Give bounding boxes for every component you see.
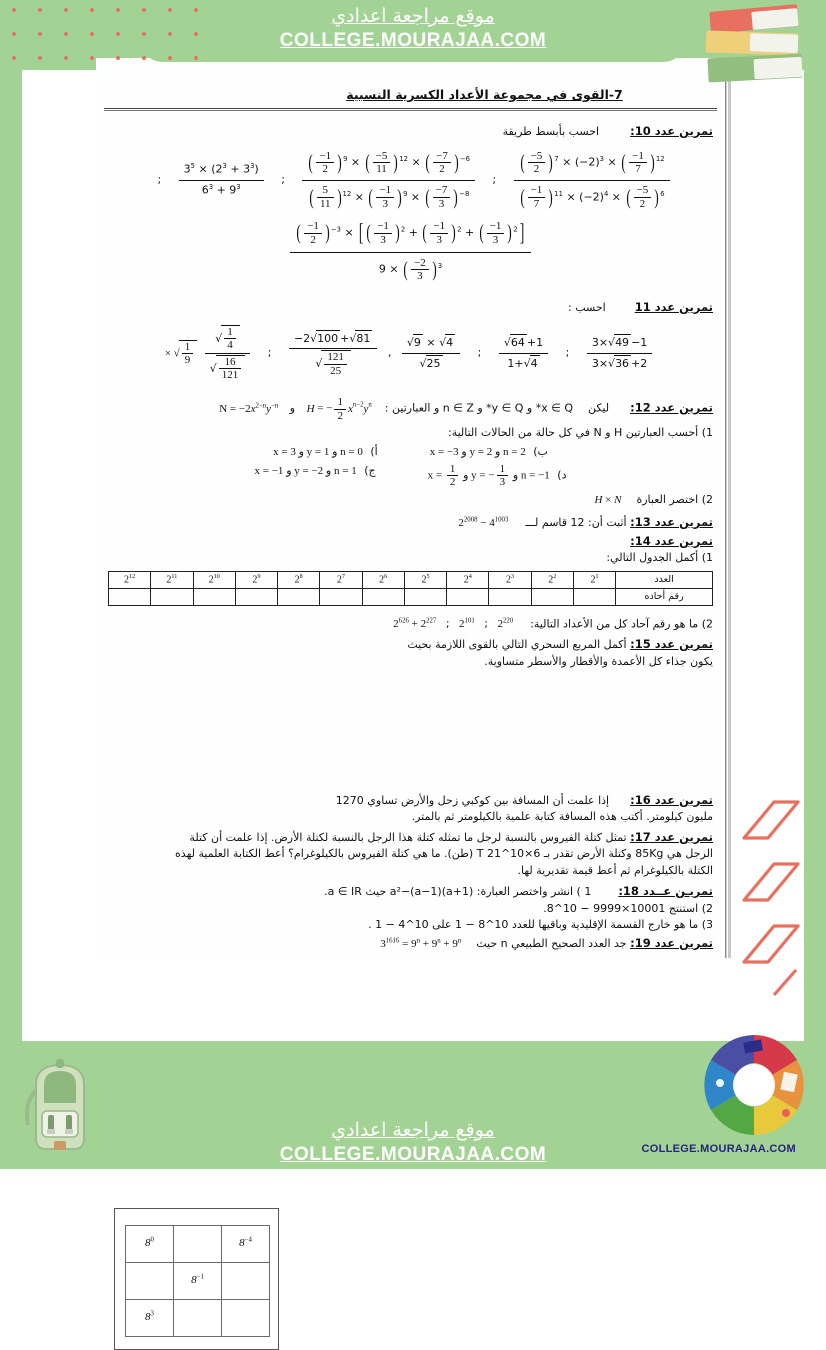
- magic-row: [126, 1299, 270, 1336]
- exercise-17-line-3: الكتلة بالكيلوغرام ثم أعط قيمة تقديرية لها.: [517, 863, 713, 877]
- table-row-numbers: [109, 571, 713, 588]
- table-cell-power: $2^7$: [320, 571, 362, 588]
- site-brand-arabic: موقع مراجعة اعدادي: [331, 5, 495, 27]
- exercise-11-header-line: [96, 299, 725, 317]
- footer-mini-logo-text: COLLEGE.MOURAJAA.COM: [641, 1143, 796, 1155]
- exercise-12-case-c: ج) x = −1 و y = −2 و n = 1: [254, 464, 376, 477]
- exercise-10-head: تمرين عدد 10:: [630, 123, 713, 138]
- expr-sep: ;: [565, 346, 570, 359]
- expr-sep: ;: [267, 346, 272, 359]
- expr-sep: ;: [492, 172, 497, 186]
- table-cell-answer[interactable]: [278, 588, 320, 605]
- exercise-18-head: تمريـن عــدد 18:: [618, 884, 713, 899]
- title-rule-2: [104, 110, 717, 111]
- exercise-11-prompt: احسب :: [568, 300, 606, 314]
- table-cell-power: $2^6$: [362, 571, 404, 588]
- expr-11-5: √ $\frac{1}{4}$ √ $\frac{16}{121}$: [205, 324, 251, 382]
- exercise-10-header-line: [96, 123, 725, 141]
- table-row-label-units: رقم أحاده: [616, 588, 713, 605]
- expr-10-2: ( $\frac{-1}{2}$ )$^9$ × ( $\frac{-5}{11}$ )$^{12}$ × ( $\frac{-7}{2}$ )$^{-6}$ ( $\frac{5}{11}$ )$^{12}$ × ( $\frac{-1}{3}$ )$^9$ × ( $\frac{-7}{3}$ )$^{-8}$: [302, 146, 474, 214]
- exercise-12-cases-row-1: [96, 444, 725, 461]
- ex14-num-3: $2^{626} + 2^{227}$: [393, 617, 437, 630]
- table-cell-answer[interactable]: [362, 588, 404, 605]
- exercise-17-head: تمرين عدد 17:: [630, 829, 713, 844]
- exercise-12-header-line: تمرين عدد 12: ليكن x ∈ Q* و y ∈ Q* و n ∈ Z و العبارتين : H = − $\frac{1}{2}$ $x^{n-2}y^n$ و $N = -2x^{2-n}y^{-n}$: [219, 396, 713, 422]
- table-cell-power: $2^2$: [531, 571, 573, 588]
- chevron-decoration: [736, 790, 806, 1005]
- exercise-19-head: تمرين عدد 19:: [630, 935, 713, 950]
- exercise-12-cases-row-2: [96, 463, 725, 489]
- magic-square: [125, 1225, 270, 1337]
- exercise-16-line-1: تمرين عدد 16: إذا علمت أن المسافة بين كوكبي زحل والأرض تساوي 1270: [335, 792, 713, 807]
- backpack-icon: [16, 1055, 104, 1159]
- table-cell-power: $2^{10}$: [193, 571, 235, 588]
- magic-square-container: [114, 1208, 279, 1350]
- table-row-units-digit: [109, 588, 713, 605]
- exercise-13-line: [96, 514, 725, 532]
- magic-cell[interactable]: $8^3$: [126, 1299, 174, 1336]
- table-cell-power: $2^8$: [278, 571, 320, 588]
- table-cell-power: $2^9$: [235, 571, 277, 588]
- exercise-15-head: تمرين عدد 15:: [630, 637, 713, 652]
- magic-cell[interactable]: $8^0$: [126, 1225, 174, 1262]
- table-cell-answer[interactable]: [447, 588, 489, 605]
- table-cell-answer[interactable]: [489, 588, 531, 605]
- exercise-10-expressions: [96, 146, 725, 286]
- exercise-12-prompt: ليكن: [587, 401, 610, 415]
- education-wheel-icon: [700, 1031, 808, 1139]
- table-cell-answer[interactable]: [573, 588, 615, 605]
- exercise-16-line-2: مليون كيلومتر. أكتب هذه المسافة كتابة علمية بالكيلومتر ثم بالمتر.: [411, 810, 713, 824]
- magic-cell[interactable]: [174, 1225, 222, 1262]
- page-frame-left: [0, 0, 22, 1169]
- exercise-13-prompt: أثبت أن: 12 قاسم لـــ: [525, 516, 627, 530]
- magic-cell[interactable]: [222, 1262, 270, 1299]
- table-cell-power: $2^{12}$: [109, 571, 151, 588]
- exercise-12-q1: 1) أحسب العبارتين H و N في كل حالة من الحالات التالية:: [447, 426, 713, 439]
- expr-sep: ;: [281, 172, 285, 186]
- magic-cell[interactable]: $8^{-1}$: [174, 1262, 222, 1299]
- exercise-12-conditions: x ∈ Q* و y ∈ Q* و n ∈ Z و العبارتين :: [384, 401, 573, 415]
- exercise-19-line: تمرين عدد 19: جد العدد الصحيح الطبيعي n حيث $3^{1616} = 9^n + 9^n + 9^n$: [96, 935, 725, 953]
- table-cell-answer[interactable]: [193, 588, 235, 605]
- table-cell-power: $2^3$: [489, 571, 531, 588]
- exercise-12-q2: 2) اختصر العبارة H × N: [96, 492, 725, 509]
- exercise-19-expr: $3^{1616} = 9^n + 9^n + 9^n$: [380, 936, 462, 950]
- exercise-14-head: تمرين عدد 14:: [630, 533, 713, 548]
- magic-cell[interactable]: [126, 1262, 174, 1299]
- expr-10-1: ( $\frac{-5}{2}$ )$^7 \times (-2)^3$ × ( $\frac{-1}{7}$ )$^{12}$ ( $\frac{-1}{7}$ )$^{11} \times (-2)^4$ × ( $\frac{-5}{2}$ )$^6$: [514, 146, 670, 214]
- ex14-num-2: $2^{101}$: [459, 617, 475, 630]
- expr-11-2: $\frac{√64 +1}{1+√4}$: [499, 333, 548, 373]
- table-row-label-number: العدد: [616, 571, 713, 588]
- title-rule: [104, 108, 717, 109]
- exercise-12-q2-expr: H × N: [594, 493, 622, 506]
- exercise-14-head-line: [96, 533, 725, 551]
- table-cell-answer[interactable]: [151, 588, 193, 605]
- exercise-14-q1: 1) أكمل الجدول التالي:: [606, 551, 713, 565]
- exercise-13-head: تمرين عدد 13:: [630, 515, 713, 530]
- exercise-18-line-3: 3) ما هو خارج القسمة الإقليدية وباقيها للعدد 10^8 − 1 على 10^4 − 1 .: [368, 918, 713, 932]
- expr-11-4: −2√100 +√81 √ $\frac{121}{25}$: [289, 329, 377, 378]
- site-footer-banner: [141, 1095, 686, 1169]
- magic-cell[interactable]: [222, 1299, 270, 1336]
- exercise-17-line-2: الرجل هي 85Kg وكتلة الأرض تقدر بـ 6×10^21 T (طن). ما هي كتلة الفيروس بالكيلوغرام؟ أعط الكتابة العلمية لهذه: [175, 847, 713, 861]
- exercise-13-expr: $2^{2008} - 4^{1003}$: [458, 516, 509, 530]
- exercise-11-expressions: $\frac{3\times√49 -1}{3\times√36 +2}$ ; $\frac{√64 +1}{1+√4}$ ; $\frac{√9 \times √4}{√25}$ , −2√100 +√81 √ $\frac{121}{25}$ ; √ $\frac{1}{4}$ √ $\frac{16}{121}$ × √ $\frac{1}{9}$: [96, 324, 725, 382]
- expr-sep: ;: [157, 172, 162, 186]
- exercise-12-case-b: ب) x = −3 و y = 2 و n = 2: [429, 444, 548, 458]
- expr-sep: ,: [387, 346, 392, 359]
- site-brand-arabic-footer: موقع مراجعة اعدادي: [331, 1119, 495, 1141]
- table-cell-power: $2^1$: [573, 571, 615, 588]
- expr-10-4: ( $\frac{-1}{2}$ )$^{-3}$ × [ ( $\frac{-1}{3}$ )$^2$ + ( $\frac{-1}{3}$ )$^2$ + ( $\frac{-1}{3}$ )$^2$] 9 × ( $\frac{-2}{3}$ )$^3$: [290, 214, 530, 287]
- exercise-18-line-2: 2) استنتج 10001×9999 − 10^8.: [543, 901, 713, 915]
- magic-cell[interactable]: [174, 1299, 222, 1336]
- exercise-17-line-1: تمرين عدد 17: تمثل كتلة الفيروس بالنسبة لرجل ما تمثله كتلة هذا الرجل بالنسبة لكتلة الأرض. إذا علمت أن كتلة: [189, 829, 713, 844]
- page-title: 7-القوى في مجموعة الأعداد الكسرية النسبية: [346, 87, 623, 102]
- books-stack-icon: [704, 6, 812, 90]
- exercise-15-line-1: [313, 636, 713, 654]
- table-cell-power: $2^4$: [447, 571, 489, 588]
- exercise-14-q2-line: 2) ما هو رقم آحاد كل من الأعداد التالية: $2^{220}$ ; $2^{101}$ ; $2^{626} + 2^{227}$: [313, 616, 713, 633]
- magic-cell[interactable]: $8^{-4}$: [222, 1225, 270, 1262]
- table-cell-answer[interactable]: [531, 588, 573, 605]
- table-cell-answer[interactable]: [320, 588, 362, 605]
- expr-11-3: $\frac{√9 \times √4}{√25}$: [402, 333, 460, 373]
- page-frame-right: [804, 0, 826, 1169]
- exercise-12-head: تمرين عدد 12:: [630, 400, 713, 415]
- exercise-16-head: تمرين عدد 16:: [630, 792, 713, 807]
- site-brand-url[interactable]: COLLEGE.MOURAJAA.COM: [279, 30, 547, 51]
- exercise-15-prompt-1: أكمل المربع السحري التالي بالقوى اللازمة بحيث: [407, 638, 627, 652]
- table-cell-power: $2^{11}$: [151, 571, 193, 588]
- magic-row: [126, 1225, 270, 1262]
- ex14-num-1: $2^{220}$: [497, 617, 514, 630]
- site-brand-url-footer[interactable]: COLLEGE.MOURAJAA.COM: [279, 1144, 547, 1165]
- exercise-11-head: تمرين عدد 11: [634, 299, 713, 314]
- powers-of-two-table: [108, 571, 713, 606]
- site-header-banner: [141, 0, 686, 62]
- expr-11-1: $\frac{3\times√49 -1}{3\times√36 +2}$: [587, 333, 652, 373]
- table-cell-answer[interactable]: [109, 588, 151, 605]
- table-cell-answer[interactable]: [404, 588, 446, 605]
- exercise-10-prompt: احسب بأبسط طريقة: [502, 124, 600, 138]
- exercise-12-N-def: $N = -2x^{2-n}y^{-n}$: [219, 402, 279, 415]
- exercise-12-H-def: H = − $\frac{1}{2}$ $x^{n-2}y^n$: [306, 396, 372, 422]
- exercise-15-line-2: يكون جذاء كل الأعمدة والأقطار والأسطر متساوية.: [484, 654, 713, 668]
- exercise-12-case-d: د) x = $\frac{1}{2}$ و y = − $\frac{1}{3}$ و n = −1: [427, 463, 567, 489]
- magic-row: [126, 1262, 270, 1299]
- exercise-12-case-a: أ) x = 3 و y = 1 و n = 0: [273, 444, 378, 458]
- table-cell-power: $2^5$: [404, 571, 446, 588]
- dots-decoration: [4, 4, 214, 94]
- table-cell-answer[interactable]: [235, 588, 277, 605]
- expr-sep: ;: [477, 346, 482, 359]
- exercise-18-line-1: تمريـن عــدد 18: 1 ) انشر واختصر العبارة: (a+1)(a−1)−a² حيث a ∈ IR.: [324, 884, 713, 899]
- expr-10-3: $\frac{3^5 \times (2^3 + 3^3)}{6^3 + 9^3}$: [179, 160, 264, 199]
